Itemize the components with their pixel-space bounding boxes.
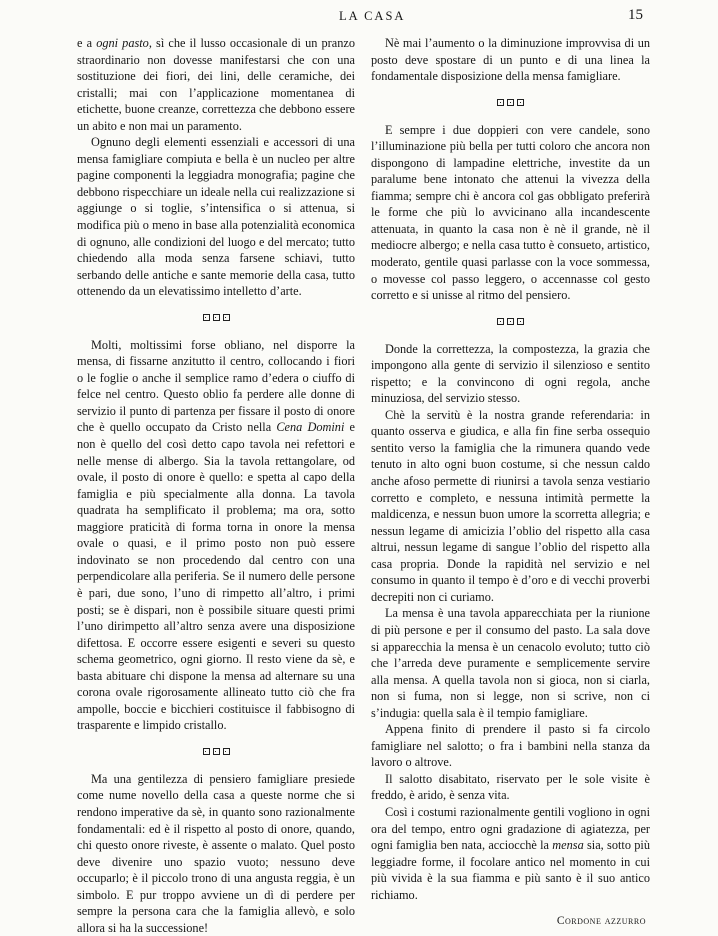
running-title: LA CASA — [339, 9, 406, 23]
text-run: La mensa è una tavola apparecchiata per la riunione di più persone e per il consumo del pasto. La sala dove si apparecchia la mensa è un cenacolo evoluto; tutto ciò che l’arreda deve puramente e semplicemente servire alla mensa. A quella tavola non si gioca, non si ciarla, non si fuma, non si legge, non si scrive, non ci s’indugia: quella sala è il tempio famigliare. — [371, 606, 650, 720]
text-run: sia, sotto più leggiadre forme, il focolare antico nel momento in cui più vivida è la sua fiamma e più santo è il suo antico richiamo. — [371, 838, 650, 902]
page-number: 15 — [628, 7, 643, 23]
text-run: Chè la servitù è la nostra grande referendaria: in quanto osserva e giudica, e alla fin fine serba ossequio sentito verso la famiglia che la rimunera quando vede tenuto in alto ogni buon costume, si che nessun caldo anche afoso permette di riunirsi a tavola senza vestiario corretto e completo, e nessuna intimità permette la maldicenza, e nessun buon umore la scorretta allegria; e nessun legame di amicizia l’oblio del rispetto alla casa altrui, nessun legame di sangue l’oblio del rispetto alla casa propria. Donde la rapidità nel servizio e nel consumo in quanto il tempo è d’oro e di vecchi proverbi decrepiti non ci curiamo. — [371, 407, 650, 604]
paragraph — [371, 721, 650, 771]
text-run: Ognuno degli elementi essenziali e accessori di una mensa famigliare compiuta e bella è un nucleo per altre pagine componenti la leggiadra monografia; pagine che debbono rispecchiare un ideale nella cui realizzazione si aggiunge o si toglie, s’intensifica o si attenua, si modifica più o meno in base alla potenzialità economica di ognuno, alle condizioni del luogo e del mercato; tutto chiedendo alla moda senza farsene schiavi, tutto serbando delle antiche e sante memorie della casa, tutto ottenendo da un elevatissimo intelletto d’arte. — [77, 135, 355, 299]
paragraph — [77, 771, 355, 936]
paragraph — [371, 804, 650, 903]
ornament-square-icon — [223, 748, 230, 755]
ornament-square-icon — [517, 99, 524, 106]
ornament-square-icon — [203, 314, 210, 321]
text-run: Donde la correttezza, la compostezza, la grazia che impongono alla gente di servizio il silenzioso e sentito rispetto; e la convincono di ogni regola, anche minuziosa, del servizio stesso. — [371, 341, 650, 406]
ornament-square-icon — [507, 99, 514, 106]
text-run: Il salotto disabitato, riservato per le sole visite è freddo, è arido, è senza vita. — [371, 771, 650, 803]
paragraph — [371, 407, 650, 606]
right-column-body — [371, 35, 650, 903]
ornament-square-icon — [203, 748, 210, 755]
paragraph — [371, 341, 650, 407]
ornament-square-icon — [517, 318, 524, 325]
paragraph — [371, 771, 650, 804]
italic-text: Cena Domini — [276, 420, 345, 435]
paragraph — [371, 122, 650, 304]
ornament-square-icon — [497, 318, 504, 325]
section-separator — [371, 94, 650, 112]
paragraph — [371, 35, 650, 85]
text-run: E sempre i due doppieri con vere candele, sono l’illuminazione più bella per tutti coloro che ancora non dispongono di lampadine elettriche, investite da un paralume bene intonato che attenui la vivezza della fiamma; sempre chi è ancora col gas obbligato preferirà le forme che più lo avvicinano alla incandescente attenuata, in quanto la casa non è nè il grande, nè il mediocre albergo; e nella casa tutto è consueto, artistico, moderato, gentile quasi parlasse con la voce sommessa, o movesse col passo leggero, o accennasse col gesto corretto e si unisse al ritmo del pensiero. — [371, 122, 650, 303]
paragraph — [371, 605, 650, 721]
ornament-square-icon — [213, 314, 220, 321]
right-column — [371, 35, 650, 930]
running-head — [0, 7, 718, 29]
section-separator — [371, 313, 650, 331]
text-run: Nè mai l’aumento o la diminuzione improvvisa di un posto deve spostare di un punto e di una linea la fondamentale disposizione della mensa famigliare. — [371, 36, 650, 84]
text-run: Ma una gentilezza di pensiero famigliare presiede come nume novello della casa a queste norme che si rendono imperative da sè, in quanto sono razionalmente fondamentali: ed è il rispetto al posto di onore, quando, chi questo onore riveste, è assente o malato. Quel posto deve divenire uno spazio vuoto; nessuno deve occuparlo; è il piccolo trono di una angusta reggia, è un simbolo. E pur troppo avviene un dì di perdere per sempre la persona cara che la famiglia allevò, e solo allora si ha la successione! — [77, 771, 355, 935]
left-column — [77, 35, 355, 936]
text-run: Così i costumi razionalmente gentili vogliono in ogni ora del tempo, entro ogni gradazione di agiatezza, per ogni famiglia ben nata, acciocchè la — [371, 804, 650, 853]
author-signature: Cordone azzurro — [556, 915, 646, 928]
ornament-square-icon — [497, 99, 504, 106]
paragraph — [77, 134, 355, 299]
section-separator — [77, 309, 355, 327]
paragraph — [77, 35, 355, 134]
section-separator — [77, 743, 355, 761]
ornament-square-icon — [223, 314, 230, 321]
text-run: , sì che il lusso occasionale di un pranzo straordinario non dovesse manifestarsi che con una sostituzione dei fiori, dei lini, delle ceramiche, dei cristalli; mai con l’applicazione momentanea di etichette, buone creanze, correttezza che debbono essere un abito e non mai un paramento. — [77, 36, 355, 133]
text-run: e non è quello del così detto capo tavola nei refettori e nelle mense di albergo. Sia la tavola rettangolare, od ovale, il posto di onore è quello: e spetta al capo della famiglia e più specialmente alla donna. La tavola quadrata ha semplificato il problema; ma ora, sotto maggiore praticità di forma torna in onore la mensa ovale o quasi, e il primo posto non può essere indovinato se non procedendo dal centro con una perpendicolare alla periferia. Se il numero delle persone è pari, due sono, l’uno di rimpetto all’altro, i primi posti; se è dispari, non è possibile situare questi primi l’uno dirimpetto all’altro senza avere una disposizione difettosa. E occorre essere esigenti e severi su questo schema geometrico, ogni giorno. Il resto viene da sè, e basta abituare chi dispone la mensa ad alternare su una corona ovale rigorosamente allineato tutto ciò che fra ampolle, boccie e bicchieri costituisce il fabbisogno di trasparente e limpido cristallo. — [77, 420, 355, 733]
text-run: e a — [77, 36, 97, 50]
ornament-square-icon — [507, 318, 514, 325]
ornament-square-icon — [213, 748, 220, 755]
italic-text: ogni pasto — [96, 36, 149, 50]
text-run: Appena finito di prendere il pasto si fa circolo famigliare nel salotto; o fra i bambini nella stanza da lavoro o altrove. — [371, 722, 650, 770]
text-run: Molti, moltissimi forse obliano, nel disporre la mensa, di fissarne anzitutto il centro, collocando i fiori o le foglie o anche il semplice ramo d’edera o ciuffo di felce nel centro. Questo oblio fa perdere alle donne di servizio il punto di partenza per fissare il posto di onore che è quello occupato da Cristo nella — [77, 337, 355, 435]
paragraph — [77, 337, 355, 734]
italic-text: mensa — [552, 838, 584, 853]
